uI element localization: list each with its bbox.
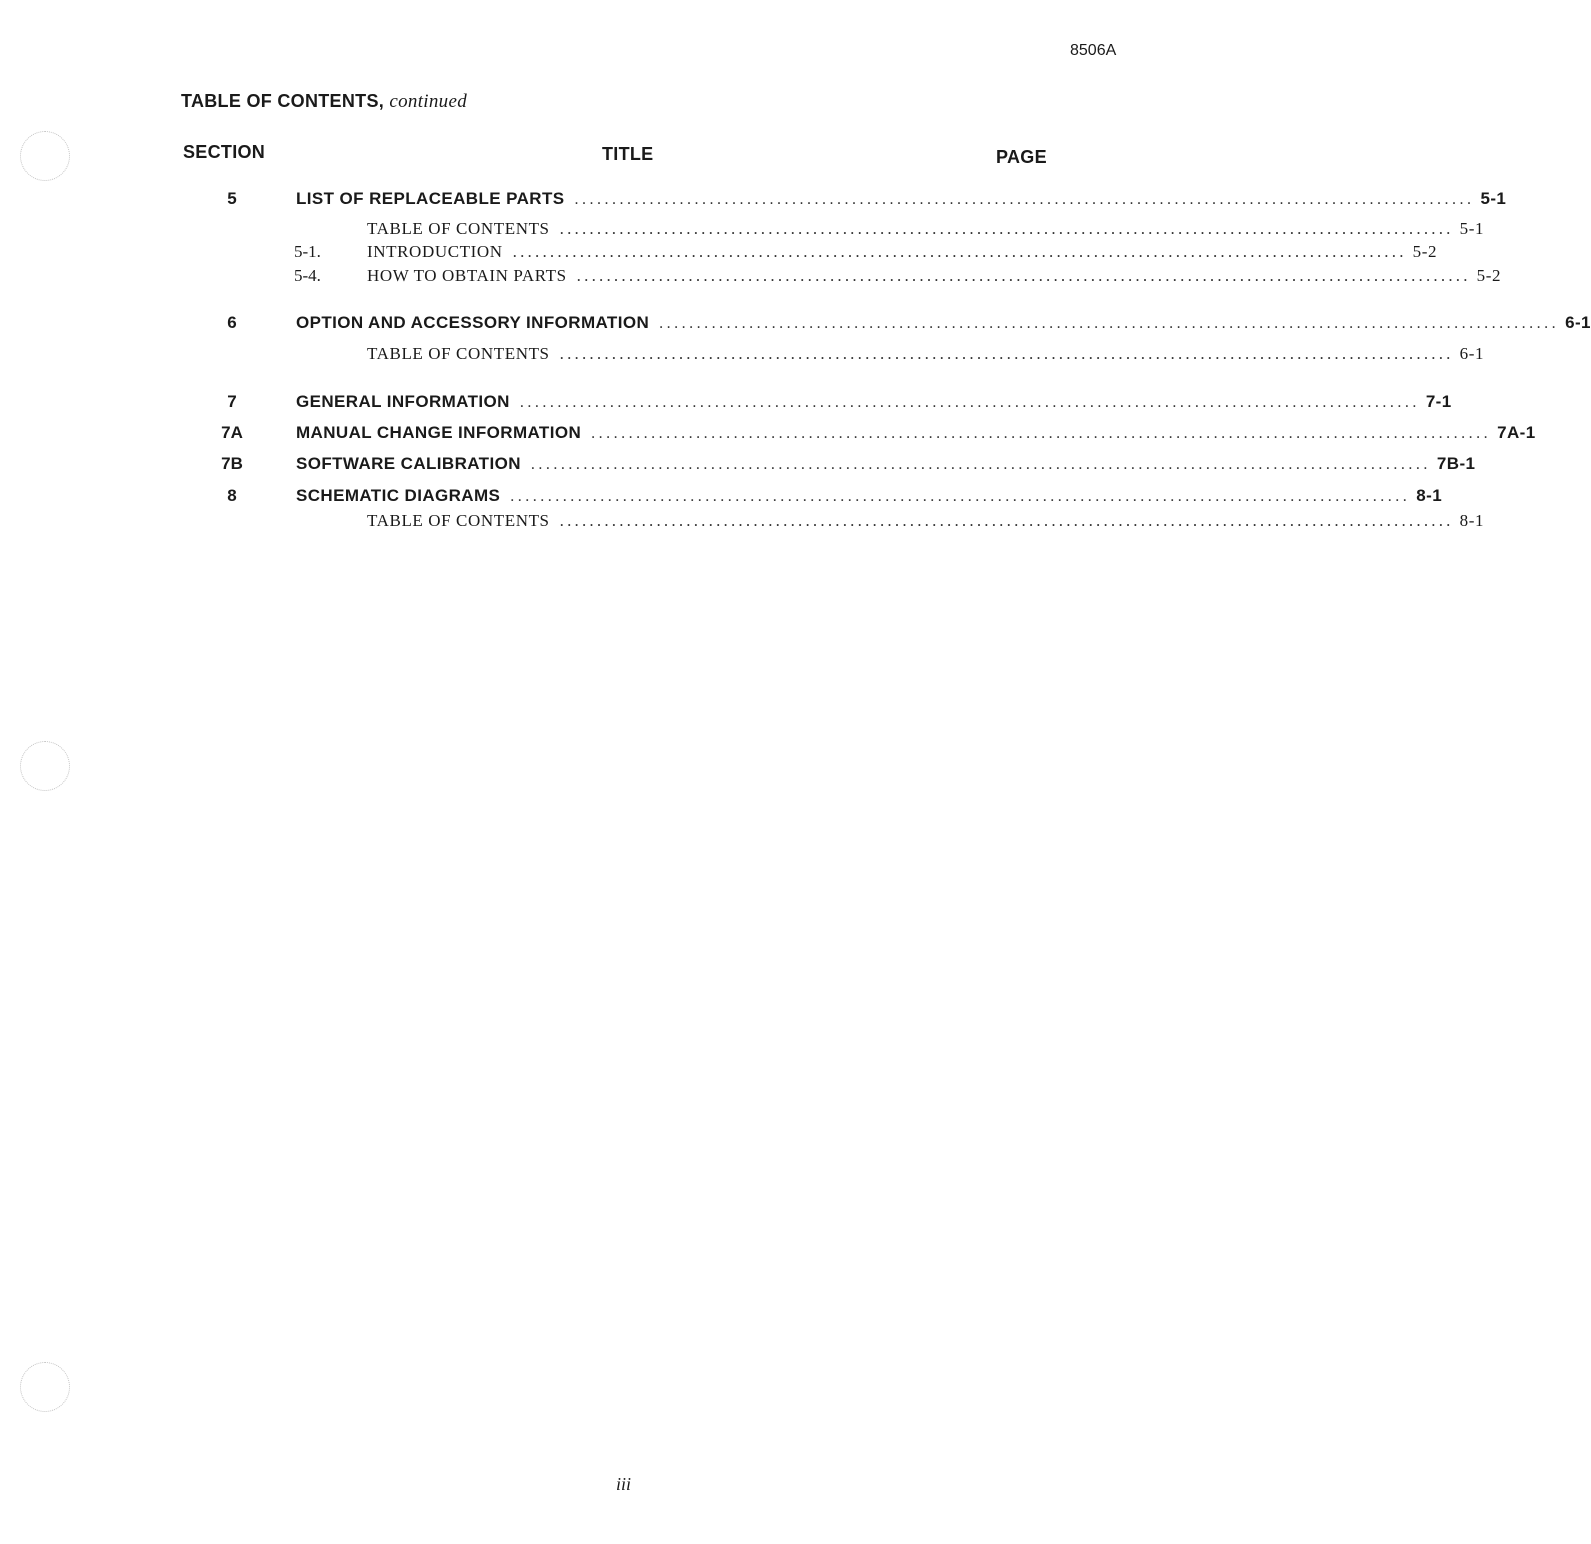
toc-dot-leader: ........................................................................................................................	[510, 488, 1411, 505]
toc-page-number: 5-2	[1476, 266, 1502, 285]
toc-dot-leader: ........................................................................................................................	[659, 315, 1560, 332]
toc-entry-title: TABLE OF CONTENTS	[367, 511, 550, 530]
toc-dot-leader: ........................................................................................................................	[591, 425, 1492, 442]
toc-dot-leader: ........................................................................................................................	[559, 344, 1454, 363]
toc-dot-leader: ........................................................................................................................	[559, 219, 1454, 238]
toc-leader-line	[296, 486, 1443, 506]
toc-heading-continued: continued	[389, 91, 467, 112]
toc-entry-title: TABLE OF CONTENTS	[367, 344, 550, 363]
toc-entry-title: INTRODUCTION	[367, 242, 503, 261]
punch-hole-middle	[20, 741, 70, 791]
toc-entry-title: OPTION AND ACCESSORY INFORMATION	[296, 313, 650, 332]
toc-entry[interactable]	[182, 486, 1443, 510]
punch-hole-top	[20, 131, 70, 181]
toc-entry[interactable]	[182, 511, 1485, 535]
toc-section-number: 6	[227, 313, 237, 332]
toc-page-number: 6-1	[1565, 313, 1591, 332]
toc-section-number: 7A	[221, 423, 243, 442]
toc-dot-leader: ........................................................................................................................	[512, 242, 1407, 261]
toc-paragraph-number: 5-1.	[294, 242, 321, 261]
toc-dot-leader: ........................................................................................................................	[530, 456, 1431, 473]
toc-page-number: 5-1	[1459, 219, 1485, 238]
toc-entry-title: MANUAL CHANGE INFORMATION	[296, 423, 582, 442]
toc-page-number: 6-1	[1459, 344, 1485, 363]
toc-entry[interactable]	[182, 454, 1476, 478]
toc-page-number: 7A-1	[1497, 423, 1536, 442]
column-header-section: SECTION	[183, 142, 266, 162]
toc-dot-leader: ........................................................................................................................	[574, 191, 1475, 208]
toc-paragraph-number: 5-4.	[294, 266, 321, 285]
toc-entry[interactable]	[182, 219, 1485, 243]
toc-entry[interactable]	[182, 392, 1452, 416]
toc-entry[interactable]	[182, 189, 1507, 213]
toc-section-number: 5	[227, 189, 237, 208]
toc-entry[interactable]	[182, 344, 1485, 368]
toc-page-number: 5-1	[1480, 189, 1507, 208]
toc-heading	[181, 91, 467, 113]
toc-leader-line	[296, 423, 1536, 443]
toc-leader-line	[296, 454, 1476, 474]
toc-entry-title: SOFTWARE CALIBRATION	[296, 454, 521, 473]
toc-section-number: 7	[227, 392, 237, 411]
toc-leader-line	[296, 189, 1507, 209]
toc-page-number: 7B-1	[1436, 454, 1476, 473]
toc-page-number: 8-1	[1416, 486, 1443, 505]
toc-leader-line	[296, 313, 1591, 333]
toc-leader-line	[367, 266, 1502, 286]
page-number: iii	[616, 1474, 632, 1494]
toc-page-number: 7-1	[1425, 392, 1452, 411]
toc-dot-leader: ........................................................................................................................	[559, 511, 1454, 530]
toc-entry[interactable]	[182, 266, 1502, 290]
toc-entry-title: SCHEMATIC DIAGRAMS	[296, 486, 501, 505]
toc-leader-line	[367, 242, 1438, 262]
column-header-page: PAGE	[996, 147, 1047, 167]
toc-leader-line	[367, 344, 1485, 364]
toc-entry-title: GENERAL INFORMATION	[296, 392, 510, 411]
toc-page-number: 5-2	[1412, 242, 1438, 261]
toc-page-number: 8-1	[1459, 511, 1485, 530]
toc-entry[interactable]	[182, 242, 1438, 266]
toc-entry-title: TABLE OF CONTENTS	[367, 219, 550, 238]
toc-heading-title: TABLE OF CONTENTS,	[181, 91, 385, 111]
toc-dot-leader: ........................................................................................................................	[576, 266, 1471, 285]
document-number: 8506A	[1070, 42, 1117, 59]
toc-leader-line	[296, 392, 1452, 412]
toc-leader-line	[367, 219, 1485, 239]
toc-section-number: 8	[227, 486, 237, 505]
toc-entry[interactable]	[182, 423, 1536, 447]
toc-entry-title: HOW TO OBTAIN PARTS	[367, 266, 567, 285]
toc-section-number: 7B	[221, 454, 243, 473]
toc-entry[interactable]	[182, 313, 1591, 337]
column-header-title: TITLE	[602, 144, 654, 164]
toc-dot-leader: ........................................................................................................................	[519, 394, 1420, 411]
toc-leader-line	[367, 511, 1485, 531]
punch-hole-bottom	[20, 1362, 70, 1412]
toc-entry-title: LIST OF REPLACEABLE PARTS	[296, 189, 565, 208]
